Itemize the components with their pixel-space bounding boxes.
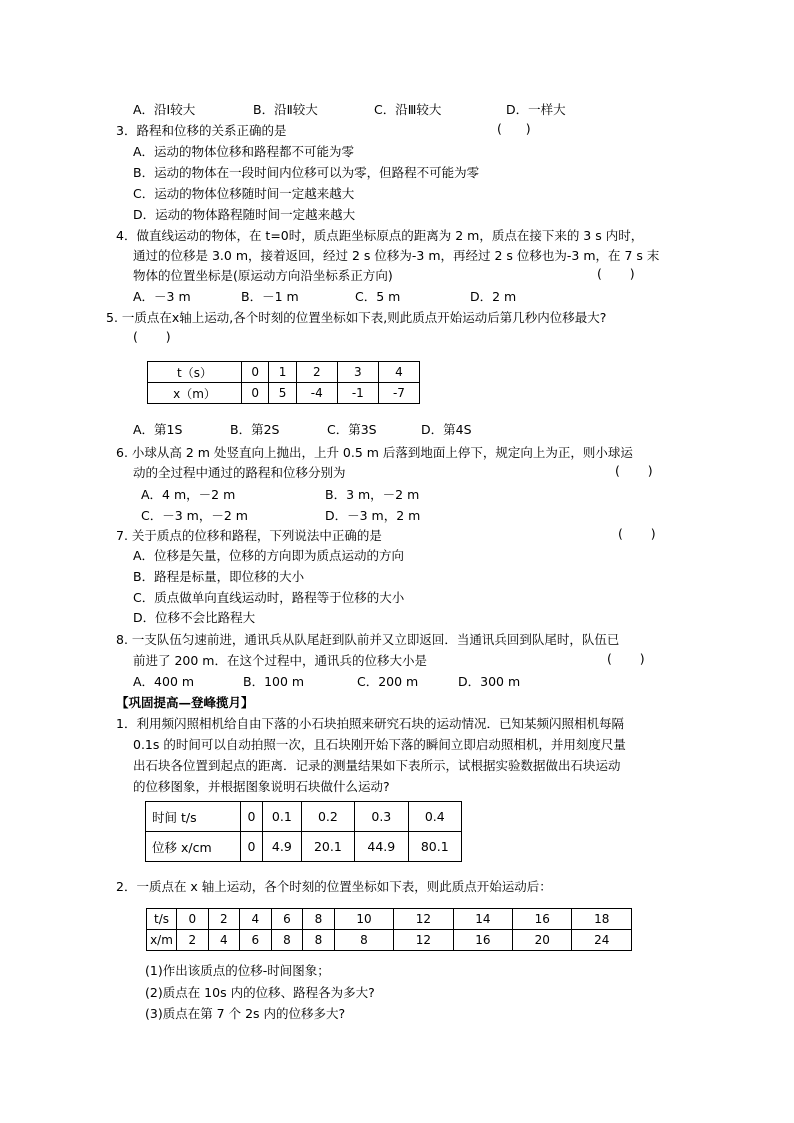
q5-table [147, 361, 420, 404]
q8-option-b: B．100 m [243, 674, 305, 689]
q4-option-a: A．－3 m [133, 289, 191, 304]
table-cell: 0 [177, 909, 209, 930]
q2-option-a: A．沿Ⅰ较大 [133, 102, 196, 117]
q4-line-2: 通过的位移是 3.0 m，接着返回，经过 2 s 位移为-3 m，再经过 2 s 位移也为-3 m，在 7 s 末 [133, 248, 660, 263]
q4-option-d: D．2 m [470, 289, 517, 304]
q2-option-c: C．沿Ⅲ较大 [374, 102, 442, 117]
q2-option-d: D．一样大 [506, 102, 566, 117]
p2-line-1: 2．一质点在 x 轴上运动，各个时刻的位置坐标如下表，则此质点开始运动后： [116, 879, 552, 894]
table-row [148, 362, 420, 383]
q3-option-c: C．运动的物体位移随时间一定越来越大 [133, 186, 355, 201]
table-row [146, 832, 462, 862]
table-cell: 3 [337, 362, 378, 383]
q5-option-b: B．第2S [230, 422, 280, 437]
q8-option-d: D．300 m [458, 674, 521, 689]
q8-line-1: 8. 一支队伍匀速前进，通讯兵从队尾赶到队前并又立即返回．当通讯兵回到队尾时，队伍已 [116, 632, 620, 647]
section-title: 【巩固提高—登峰揽月】 [116, 695, 254, 710]
table-cell: 2 [177, 930, 209, 951]
table-row [147, 909, 632, 930]
table-cell: 4.9 [263, 832, 302, 862]
q6-answer-paren: ( ) [615, 463, 653, 478]
q8-answer-paren: ( ) [607, 651, 645, 666]
table-cell: 0 [241, 802, 263, 832]
table-cell: 18 [572, 909, 632, 930]
p1-line-2: 0.1s 的时间可以自动拍照一次，且石块刚开始下落的瞬间立即启动照相机，并用刻度尺量 [133, 737, 626, 752]
table-cell: 4 [240, 909, 272, 930]
table-cell: 20 [513, 930, 572, 951]
table-row [147, 930, 632, 951]
table-row [148, 383, 420, 404]
p2-sub-2: (2)质点在 10s 内的位移、路程各为多大? [145, 985, 375, 1000]
p2-table [146, 908, 632, 951]
table-cell: 0 [242, 362, 269, 383]
q5-option-d: D．第4S [421, 422, 472, 437]
table-cell: 0.3 [355, 802, 408, 832]
q4-line-1: 4．做直线运动的物体，在 t=0时，质点距坐标原点的距离为 2 m，质点在接下来的 3 s 内时， [116, 228, 644, 243]
p1-time-header: 时间 t/s [146, 802, 241, 832]
table-cell: 16 [453, 930, 512, 951]
table-cell: 10 [334, 909, 393, 930]
p1-displacement-header: 位移 x/cm [146, 832, 241, 862]
q4-line-3: 物体的位置坐标是(原运动方向沿坐标系正方向) [133, 268, 393, 283]
q7-option-a: A．位移是矢量，位移的方向即为质点运动的方向 [133, 548, 405, 563]
q3-option-a: A．运动的物体位移和路程都不可能为零 [133, 144, 355, 159]
table-cell: 4 [378, 362, 419, 383]
q8-line-2: 前进了 200 m．在这个过程中，通讯兵的位移大小是 [133, 653, 427, 668]
p1-table [145, 801, 462, 862]
table-cell: 14 [453, 909, 512, 930]
q6-line-1: 6. 小球从高 2 m 处竖直向上抛出，上升 0.5 m 后落到地面上停下，规定向上为正，则小球运 [116, 445, 633, 460]
table-cell: 8 [303, 909, 335, 930]
q5-option-a: A．第1S [133, 422, 183, 437]
table-cell: 0.2 [301, 802, 354, 832]
table-cell: 1 [269, 362, 296, 383]
q8-option-c: C．200 m [357, 674, 419, 689]
p2-x-header: x/m [147, 930, 177, 951]
q4-option-b: B．－1 m [241, 289, 299, 304]
table-row [146, 802, 462, 832]
table-cell: 8 [303, 930, 335, 951]
table-cell: 44.9 [355, 832, 408, 862]
p2-sub-3: (3)质点在第 7 个 2s 内的位移多大? [145, 1006, 346, 1021]
q8-option-a: A．400 m [133, 674, 195, 689]
table-cell: 12 [394, 909, 453, 930]
q7-stem: 7. 关于质点的位移和路程，下列说法中正确的是 [116, 528, 382, 543]
q2-option-b: B．沿Ⅱ较大 [253, 102, 318, 117]
table-cell: 20.1 [301, 832, 354, 862]
table-cell: 80.1 [408, 832, 461, 862]
table-cell: 6 [271, 909, 303, 930]
q5-answer-paren: ( ) [133, 329, 171, 344]
q6-line-2: 动的全过程中通过的路程和位移分别为 [133, 465, 346, 480]
table-cell: 0.1 [263, 802, 302, 832]
table-cell: 2 [296, 362, 337, 383]
q5-option-c: C．第3S [327, 422, 377, 437]
table-cell: 8 [334, 930, 393, 951]
q6-option-b: B．3 m，－2 m [325, 487, 420, 502]
q6-option-c: C．－3 m，－2 m [141, 508, 248, 523]
table-cell: -1 [337, 383, 378, 404]
table-cell: -7 [378, 383, 419, 404]
q5-line-1: 5. 一质点在x轴上运动,各个时刻的位置坐标如下表,则此质点开始运动后第几秒内位移最大? [106, 310, 607, 325]
q5-t-header: t（s） [148, 362, 242, 383]
q5-x-header: x（m） [148, 383, 242, 404]
q7-option-d: D．位移不会比路程大 [133, 610, 256, 625]
table-cell: 0.4 [408, 802, 461, 832]
q7-answer-paren: ( ) [618, 526, 656, 541]
q3-stem: 3．路程和位移的关系正确的是 [116, 123, 287, 138]
table-cell: 12 [394, 930, 453, 951]
table-cell: -4 [296, 383, 337, 404]
q7-option-b: B．路程是标量，即位移的大小 [133, 569, 305, 584]
q3-answer-paren: ( ) [497, 121, 531, 136]
p2-sub-1: (1)作出该质点的位移-时间图象； [145, 963, 330, 978]
table-cell: 0 [242, 383, 269, 404]
q3-option-b: B．运动的物体在一段时间内位移可以为零，但路程不可能为零 [133, 165, 480, 180]
q7-option-c: C．质点做单向直线运动时，路程等于位移的大小 [133, 590, 405, 605]
p2-t-header: t/s [147, 909, 177, 930]
q4-answer-paren: ( ) [597, 266, 635, 281]
table-cell: 0 [241, 832, 263, 862]
p1-line-4: 的位移图象，并根据图象说明石块做什么运动? [133, 779, 390, 794]
p1-line-3: 出石块各位置到起点的距离．记录的测量结果如下表所示，试根据实验数据做出石块运动 [133, 758, 621, 773]
q6-option-a: A．4 m，－2 m [141, 487, 236, 502]
q4-option-c: C．5 m [355, 289, 401, 304]
p1-line-1: 1．利用频闪照相机给自由下落的小石块拍照来研究石块的运动情况．已知某频闪照相机每隔 [116, 716, 624, 731]
table-cell: 6 [240, 930, 272, 951]
table-cell: 5 [269, 383, 296, 404]
table-cell: 24 [572, 930, 632, 951]
q3-option-d: D．运动的物体路程随时间一定越来越大 [133, 207, 356, 222]
table-cell: 4 [208, 930, 240, 951]
table-cell: 2 [208, 909, 240, 930]
table-cell: 16 [513, 909, 572, 930]
table-cell: 8 [271, 930, 303, 951]
q6-option-d: D．－3 m，2 m [325, 508, 421, 523]
